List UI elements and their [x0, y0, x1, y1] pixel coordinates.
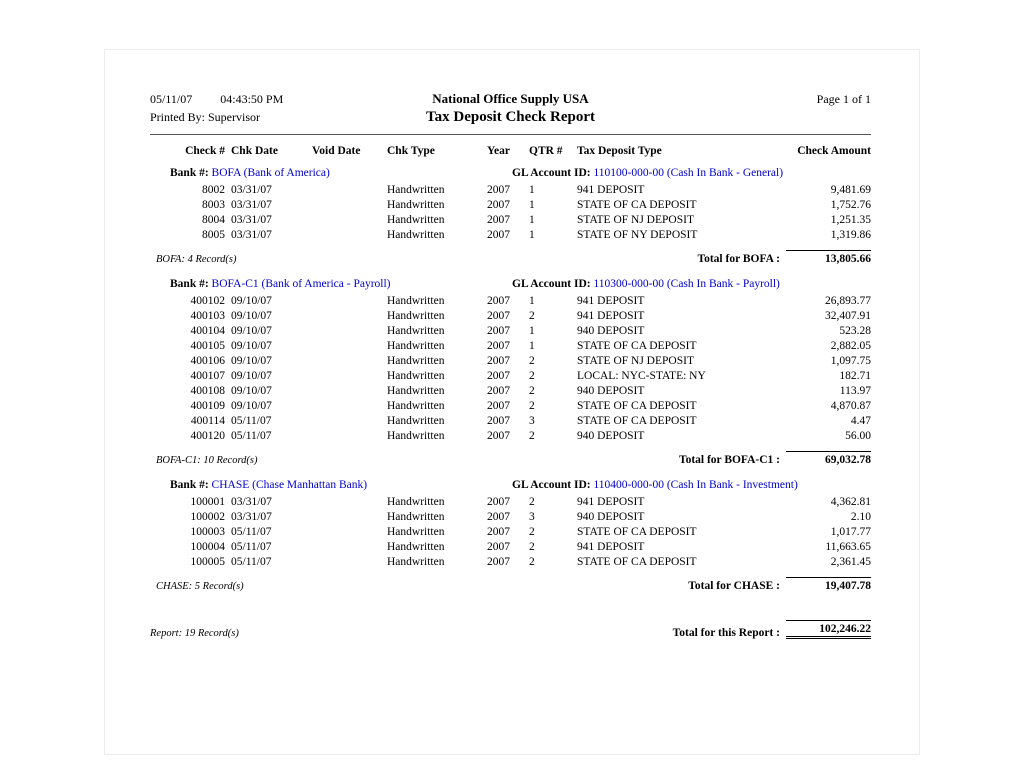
check-cell: 2: [529, 310, 535, 322]
check-cell: STATE OF CA DEPOSIT: [577, 556, 697, 568]
bank-name: CHASE (Chase Manhattan Bank): [211, 479, 368, 491]
check-cell: 113.97: [839, 385, 871, 397]
check-cell: 2007: [487, 184, 510, 196]
check-cell: 182.71: [839, 370, 871, 382]
check-cell: [306, 324, 381, 339]
check-cell: 05/11/07: [231, 556, 272, 568]
bank-cell: [150, 472, 481, 495]
check-cell: 32,407.91: [825, 310, 871, 322]
section-total-amount: 19,407.78: [786, 577, 871, 593]
printed-by: Printed By: Supervisor: [150, 110, 260, 124]
check-cell: 2007: [487, 526, 510, 538]
check-cell: 2: [529, 556, 535, 568]
section-footer-row: [150, 444, 871, 472]
check-cell: 100001: [190, 496, 225, 508]
check-cell: 3: [529, 511, 535, 523]
check-cell: [306, 294, 381, 309]
check-cell: 09/10/07: [231, 310, 272, 322]
check-cell: 2,361.45: [830, 556, 871, 568]
gl-account-cell: [481, 271, 871, 294]
check-cell: 941 DEPOSIT: [577, 295, 645, 307]
check-cell: 8002: [202, 184, 225, 196]
check-row: [150, 399, 871, 414]
check-cell: STATE OF CA DEPOSIT: [577, 199, 697, 211]
check-row: [150, 414, 871, 429]
section-footer: [156, 571, 871, 597]
check-cell: 2007: [487, 430, 510, 442]
check-cell: 1: [529, 325, 535, 337]
check-cell: 940 DEPOSIT: [577, 385, 645, 397]
check-cell: Handwritten: [387, 355, 445, 367]
report-total-amount: 102,246.22: [786, 620, 871, 639]
check-cell: 100004: [190, 541, 225, 553]
report-total-label: Total for this Report :: [672, 627, 780, 639]
check-cell: 2007: [487, 340, 510, 352]
check-cell: 8003: [202, 199, 225, 211]
section-footer: [156, 244, 871, 270]
bank-number-label: Bank #:: [170, 479, 212, 491]
check-cell: 05/11/07: [231, 430, 272, 442]
check-cell: 09/10/07: [231, 325, 272, 337]
section-total-group: [688, 577, 871, 593]
check-row: [150, 429, 871, 444]
check-row: [150, 228, 871, 243]
check-cell: 940 DEPOSIT: [577, 511, 645, 523]
check-cell: [306, 384, 381, 399]
report-total-row: [150, 614, 871, 643]
check-cell: 2007: [487, 541, 510, 553]
check-cell: 09/10/07: [231, 370, 272, 382]
bank-name: BOFA-C1 (Bank of America - Payroll): [211, 278, 391, 290]
gl-account-label: GL Account ID:: [512, 278, 594, 290]
check-cell: 1,017.77: [830, 526, 871, 538]
gl-account-label: GL Account ID:: [512, 167, 594, 179]
bank-section-header-row: [150, 271, 871, 294]
check-cell: Handwritten: [387, 214, 445, 226]
check-cell: STATE OF CA DEPOSIT: [577, 526, 697, 538]
section-footer: [156, 445, 871, 471]
section-record-count: BOFA-C1: 10 Record(s): [156, 455, 258, 466]
check-cell: 4.47: [850, 415, 871, 427]
check-cell: 2: [529, 526, 535, 538]
report-header-line-1: [150, 91, 871, 107]
check-cell: 4,870.87: [830, 400, 871, 412]
check-cell: 2007: [487, 214, 510, 226]
check-cell: 1: [529, 214, 535, 226]
check-cell: 2007: [487, 355, 510, 367]
check-cell: 03/31/07: [231, 199, 272, 211]
col-header-chk-type: Chk Type: [387, 145, 435, 157]
bank-number-label: Bank #:: [170, 167, 212, 179]
check-cell: 2: [529, 430, 535, 442]
check-row: [150, 510, 871, 525]
check-row: [150, 198, 871, 213]
check-cell: 03/31/07: [231, 511, 272, 523]
header-rule: [150, 134, 871, 135]
check-cell: 4,362.81: [830, 496, 871, 508]
check-cell: 2007: [487, 325, 510, 337]
check-cell: Handwritten: [387, 541, 445, 553]
check-row: [150, 294, 871, 309]
check-cell: 2007: [487, 295, 510, 307]
col-header-void-date: Void Date: [312, 145, 361, 157]
check-cell: Handwritten: [387, 229, 445, 241]
check-row: [150, 309, 871, 324]
gl-account-value: 110100-000-00 (Cash In Bank - General): [593, 167, 784, 179]
check-cell: 26,893.77: [825, 295, 871, 307]
check-cell: 2: [529, 400, 535, 412]
check-cell: STATE OF CA DEPOSIT: [577, 400, 697, 412]
check-cell: 2: [529, 385, 535, 397]
check-cell: 1: [529, 199, 535, 211]
check-cell: [306, 369, 381, 384]
check-cell: STATE OF CA DEPOSIT: [577, 415, 697, 427]
check-cell: [306, 399, 381, 414]
col-header-chk-date: Chk Date: [231, 145, 278, 157]
section-total-amount: 13,805.66: [786, 250, 871, 266]
check-cell: 1: [529, 184, 535, 196]
check-cell: [306, 339, 381, 354]
check-cell: 2007: [487, 199, 510, 211]
check-cell: STATE OF NJ DEPOSIT: [577, 355, 694, 367]
section-footer-cell: [150, 570, 871, 598]
gl-account-value: 110300-000-00 (Cash In Bank - Payroll): [593, 278, 780, 290]
check-cell: 100003: [190, 526, 225, 538]
check-cell: 2007: [487, 385, 510, 397]
bank-section-header-row: [150, 160, 871, 183]
check-cell: 941 DEPOSIT: [577, 541, 645, 553]
check-cell: 400103: [190, 310, 225, 322]
report-table: [150, 145, 871, 598]
check-cell: Handwritten: [387, 415, 445, 427]
check-cell: 2007: [487, 556, 510, 568]
check-cell: 523.28: [839, 325, 871, 337]
report-table-body: [150, 160, 871, 598]
check-cell: 09/10/07: [231, 355, 272, 367]
check-row: [150, 369, 871, 384]
check-cell: 2: [529, 355, 535, 367]
check-cell: 400107: [190, 370, 225, 382]
check-cell: [306, 198, 381, 213]
check-cell: 100002: [190, 511, 225, 523]
check-cell: 400109: [190, 400, 225, 412]
check-cell: 1,319.86: [830, 229, 871, 241]
section-total-label: Total for BOFA :: [697, 253, 780, 265]
check-cell: 8004: [202, 214, 225, 226]
check-cell: Handwritten: [387, 496, 445, 508]
check-row: [150, 540, 871, 555]
report-record-count: Report: 19 Record(s): [150, 628, 239, 639]
check-cell: [306, 228, 381, 243]
check-cell: [306, 213, 381, 228]
col-header-year: Year: [487, 145, 510, 157]
check-cell: 09/10/07: [231, 295, 272, 307]
check-cell: 2,882.05: [830, 340, 871, 352]
check-cell: 56.00: [845, 430, 871, 442]
col-header-tax-deposit-type: Tax Deposit Type: [577, 145, 662, 157]
gl-account-cell: [481, 160, 871, 183]
check-cell: 400108: [190, 385, 225, 397]
check-row: [150, 354, 871, 369]
check-cell: 03/31/07: [231, 184, 272, 196]
check-cell: Handwritten: [387, 526, 445, 538]
check-cell: Handwritten: [387, 370, 445, 382]
check-cell: 3: [529, 415, 535, 427]
section-footer-cell: [150, 243, 871, 271]
check-cell: 400114: [190, 415, 225, 427]
check-cell: [306, 429, 381, 444]
check-cell: [306, 495, 381, 510]
tax-deposit-check-report: [150, 91, 871, 643]
check-cell: STATE OF CA DEPOSIT: [577, 340, 697, 352]
check-cell: 2007: [487, 400, 510, 412]
check-cell: [306, 540, 381, 555]
check-cell: 05/11/07: [231, 541, 272, 553]
check-cell: Handwritten: [387, 310, 445, 322]
print-time: 04:43:50 PM: [220, 92, 284, 106]
check-cell: 9,481.69: [830, 184, 871, 196]
check-cell: 2: [529, 370, 535, 382]
check-cell: Handwritten: [387, 511, 445, 523]
check-cell: 2007: [487, 511, 510, 523]
section-total-group: [697, 250, 871, 266]
check-cell: Handwritten: [387, 385, 445, 397]
check-cell: STATE OF NY DEPOSIT: [577, 229, 698, 241]
check-row: [150, 525, 871, 540]
check-row: [150, 339, 871, 354]
check-cell: 2007: [487, 415, 510, 427]
check-cell: 941 DEPOSIT: [577, 184, 645, 196]
col-header-qtr: QTR #: [529, 145, 563, 157]
check-cell: 09/10/07: [231, 340, 272, 352]
check-cell: [306, 510, 381, 525]
bank-cell: [150, 160, 481, 183]
check-cell: 940 DEPOSIT: [577, 325, 645, 337]
print-date: 05/11/07: [150, 92, 193, 106]
check-cell: 03/31/07: [231, 496, 272, 508]
check-cell: 09/10/07: [231, 400, 272, 412]
gl-account-cell: [481, 472, 871, 495]
check-cell: [306, 525, 381, 540]
check-cell: 2007: [487, 310, 510, 322]
check-cell: 400104: [190, 325, 225, 337]
check-cell: 100005: [190, 556, 225, 568]
check-cell: STATE OF NJ DEPOSIT: [577, 214, 694, 226]
section-total-amount: 69,032.78: [786, 451, 871, 467]
check-cell: 09/10/07: [231, 385, 272, 397]
check-cell: 2: [529, 541, 535, 553]
check-cell: 8005: [202, 229, 225, 241]
company-name: National Office Supply USA: [432, 91, 589, 106]
check-row: [150, 183, 871, 198]
check-cell: Handwritten: [387, 340, 445, 352]
gl-account-value: 110400-000-00 (Cash In Bank - Investment): [593, 479, 798, 491]
bank-cell: [150, 271, 481, 294]
check-cell: 2007: [487, 370, 510, 382]
section-total-group: [679, 451, 871, 467]
section-footer-row: [150, 570, 871, 598]
report-header-line-2: [150, 109, 871, 126]
column-header-row: [150, 145, 871, 160]
check-cell: [306, 354, 381, 369]
check-cell: 2: [529, 496, 535, 508]
section-total-label: Total for CHASE :: [688, 580, 780, 592]
check-cell: Handwritten: [387, 295, 445, 307]
check-cell: Handwritten: [387, 199, 445, 211]
check-cell: 05/11/07: [231, 415, 272, 427]
check-cell: Handwritten: [387, 430, 445, 442]
bank-number-label: Bank #:: [170, 278, 212, 290]
check-cell: Handwritten: [387, 184, 445, 196]
check-cell: 1,097.75: [830, 355, 871, 367]
check-cell: 2.10: [850, 511, 871, 523]
check-cell: [306, 555, 381, 570]
check-cell: 03/31/07: [231, 214, 272, 226]
gl-account-label: GL Account ID:: [512, 479, 594, 491]
check-cell: 1: [529, 295, 535, 307]
section-record-count: BOFA: 4 Record(s): [156, 254, 237, 265]
check-cell: 1,752.76: [830, 199, 871, 211]
check-cell: 400102: [190, 295, 225, 307]
section-footer-cell: [150, 444, 871, 472]
report-title: Tax Deposit Check Report: [425, 109, 596, 125]
check-cell: [306, 183, 381, 198]
check-cell: 400106: [190, 355, 225, 367]
check-row: [150, 555, 871, 570]
check-cell: Handwritten: [387, 400, 445, 412]
col-header-check-amount: Check Amount: [797, 145, 871, 157]
check-row: [150, 213, 871, 228]
check-cell: 2007: [487, 229, 510, 241]
check-cell: [306, 309, 381, 324]
check-cell: LOCAL: NYC-STATE: NY: [577, 370, 706, 382]
check-cell: [306, 414, 381, 429]
check-cell: 941 DEPOSIT: [577, 310, 645, 322]
check-cell: 2007: [487, 496, 510, 508]
check-cell: 400105: [190, 340, 225, 352]
check-cell: 940 DEPOSIT: [577, 430, 645, 442]
section-footer-row: [150, 243, 871, 271]
section-record-count: CHASE: 5 Record(s): [156, 581, 244, 592]
check-cell: 941 DEPOSIT: [577, 496, 645, 508]
check-cell: Handwritten: [387, 556, 445, 568]
check-cell: Handwritten: [387, 325, 445, 337]
check-cell: 05/11/07: [231, 526, 272, 538]
check-cell: 1,251.35: [830, 214, 871, 226]
page-number: Page 1 of 1: [816, 92, 871, 106]
check-cell: 03/31/07: [231, 229, 272, 241]
bank-section-header-row: [150, 472, 871, 495]
section-total-label: Total for BOFA-C1 :: [678, 454, 780, 466]
check-row: [150, 324, 871, 339]
bank-name: BOFA (Bank of America): [211, 167, 330, 179]
check-cell: 400120: [190, 430, 225, 442]
check-cell: 1: [529, 340, 535, 352]
check-cell: 1: [529, 229, 535, 241]
check-row: [150, 384, 871, 399]
col-header-check-number: Check #: [185, 145, 225, 157]
check-row: [150, 495, 871, 510]
check-cell: 11,663.65: [825, 541, 871, 553]
